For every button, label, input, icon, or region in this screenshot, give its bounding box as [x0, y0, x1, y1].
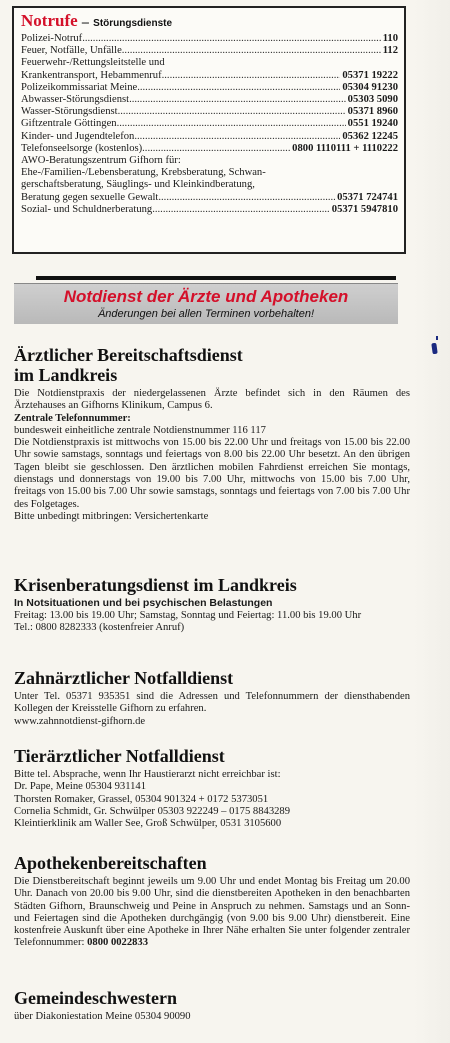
notruf-number: 05362 12245	[342, 130, 398, 142]
banner-shadow	[36, 276, 396, 280]
aerzte-hours-text: Die Notdienstpraxis ist mittwochs von 15.00 bis 22.00 Uhr und freitags von 15.00 bis 22.00 Uhr sowie samstags, sonntags und feiertags von 8.00 bis 22.00 Uhr besetzt. An den übrigen Tagen bleibt sie geschlossen. Den ärztlichen mobilen Fahrdienst erreichen Sie montags, dienstags und donnerstags von 19.00 bis 7.00 Uhr, mittwochs von 15.00 bis 7.00 Uhr, freitags von 15.00 bis 7.00 Uhr sowie samstags, sonntags und feiertags von 7.00 bis 7.00 Uhr des Folgetages.	[14, 437, 410, 510]
aerzte-phone-text: bundesweit einheitliche zentrale Notdienstnummer 116 117	[14, 424, 266, 436]
notruf-number: 05371 724741	[337, 191, 398, 203]
notruf-number: 05371 8960	[347, 106, 398, 118]
notruf-number: 0551 19240	[347, 118, 398, 130]
notruf-number: 05371 5947810	[331, 203, 398, 215]
notruf-label: Kinder- und Jugendtelefon	[21, 130, 135, 142]
krisen-phone: Tel.: 0800 8282333 (kostenfreier Anruf)	[14, 622, 185, 634]
notruf-row	[21, 106, 398, 118]
heading-zahn: Zahnärztlicher Notfalldienst	[14, 668, 234, 688]
notruf-label: Telefonseelsorge (kostenlos)	[21, 142, 143, 154]
leader-dots	[134, 131, 340, 143]
ink-mark-dot	[436, 336, 438, 340]
section-krisen	[14, 575, 410, 635]
section-gemeinde	[14, 988, 410, 1023]
krisen-hours: Freitag: 13.00 bis 19.00 Uhr; Samstag, Sonntag und Feiertag: 11.00 bis 19.00 Uhr	[14, 610, 362, 621]
notruf-number: 05304 91230	[342, 81, 398, 93]
page-edge	[414, 0, 450, 1043]
notruf-text-line: gerschaftsberatung, Säuglings- und Kleinkindberatung,	[21, 179, 255, 191]
section-aerzte	[14, 345, 410, 523]
title-dash: –	[81, 15, 89, 30]
aerzte-bring-text: Bitte unbedingt mitbringen: Versichertenkarte	[14, 510, 209, 522]
tier-line: Cornelia Schmidt, Gr. Schwülper 05303 922249 – 0175 8843289	[14, 805, 291, 817]
heading-aerzte-2: im Landkreis	[14, 365, 118, 385]
notruf-number: 112	[382, 45, 398, 57]
notruf-number: 110	[382, 33, 398, 44]
heading-apo: Apothekenbereitschaften	[14, 853, 207, 873]
apo-text-body: Die Dienstbereitschaft beginnt jeweils um 9.00 Uhr und endet Montag bis Freitag um 20.00 Uhr. Danach von 20.00 bis 9.00 Uhr, sind die dienstbereiten Apotheken in den benachbarten Städten Gifhorn, Braunschweig und Peine in Anspruch zu nehmen. Samstags und an Sonn- und Feiertagen sind die Apotheken durchgängig (von 9.00 bis 9.00 Uhr) dienstbereit. Eine kostenfreie Auskunft über eine Apotheke in Ihrer Nähe erhalten Sie unter folgender zentraler Telefonnummer:	[14, 876, 410, 949]
tier-line: Bitte tel. Absprache, wenn Ihr Haustierarzt nicht erreichbar ist:	[14, 769, 281, 780]
notruf-row	[21, 131, 398, 143]
tier-line: Kleintierklinik am Waller See, Groß Schwülper, 0531 3105600	[14, 818, 282, 830]
leader-dots	[152, 204, 330, 216]
leader-dots	[122, 45, 381, 57]
notruf-label: Sozial- und Schuldnerberatung	[21, 203, 153, 215]
notrufe-title	[21, 12, 398, 33]
aerzte-phone-label	[14, 413, 410, 425]
notrufe-title-text: Notrufe	[21, 11, 78, 30]
leader-dots	[82, 33, 380, 45]
notrufe-subtitle: Störungsdienste	[93, 18, 173, 29]
notrufe-list	[21, 33, 398, 216]
heading-gemeinde: Gemeindeschwestern	[14, 988, 177, 1008]
leader-dots	[118, 106, 346, 118]
tier-list	[14, 769, 410, 830]
leader-dots	[129, 94, 346, 106]
notdienst-banner	[14, 283, 398, 324]
leader-dots	[158, 192, 335, 204]
aerzte-text-location: Die Notdienstpraxis der niedergelassenen Ärzte befindet sich in den Räumen des Ärztehauses an Gifhorns Klinikum, Campus 6.	[14, 388, 410, 412]
tier-line: Thorsten Romaker, Grassel, 05304 901324 + 0172 5373051	[14, 793, 269, 805]
notruf-label: Polizeikommissariat Meine	[21, 81, 138, 93]
notruf-row	[21, 192, 398, 204]
notruf-label: Wasser-Störungsdienst	[21, 106, 118, 118]
notruf-number: 0800 1110111 + 1110222	[292, 142, 398, 154]
zahn-url: www.zahnnotdienst-gifhorn.de	[14, 715, 146, 727]
leader-dots	[137, 82, 340, 94]
krisen-lead: In Notsituationen und bei psychischen Belastungen	[14, 597, 273, 609]
zahn-text: Unter Tel. 05371 935351 sind die Adressen und Telefonnummern der diensthabenden Kollegen der Kreisstelle Gifhorn zu erfahren.	[14, 691, 410, 715]
notruf-label: Beratung gegen sexuelle Gewalt	[21, 191, 159, 203]
apo-text	[14, 876, 410, 950]
notruf-label: Abwasser-Störungsdienst	[21, 94, 130, 106]
notruf-number: 05371 19222	[342, 69, 398, 81]
heading-krisen: Krisenberatungsdienst im Landkreis	[14, 575, 297, 595]
tier-line: Dr. Pape, Meine 05304 931141	[14, 781, 147, 793]
leader-dots	[117, 118, 346, 130]
notruf-row	[21, 204, 398, 216]
notruf-number: 05303 5090	[347, 94, 398, 106]
notrufe-box	[12, 6, 406, 254]
gemeinde-text: über Diakoniestation Meine 05304 90090	[14, 1011, 191, 1022]
notruf-text-line: Ehe-/Familien-/Lebensberatung, Krebsberatung, Schwan-	[21, 167, 266, 179]
notruf-row	[21, 70, 398, 82]
section-apo	[14, 853, 410, 950]
leader-dots	[162, 70, 341, 82]
section-zahn	[14, 668, 410, 728]
notruf-row	[21, 45, 398, 57]
leader-dots	[142, 143, 290, 155]
notruf-label: Krankentransport, Hebammenruf	[21, 69, 162, 81]
banner-title: Notdienst der Ärzte und Apotheken	[63, 287, 349, 306]
apo-phone: 0800 0022833	[87, 937, 149, 949]
notruf-row	[21, 94, 398, 106]
notruf-label: Polizei-Notruf	[21, 33, 83, 44]
banner-subtitle: Änderungen bei allen Terminen vorbehalten!	[97, 308, 315, 320]
section-tier	[14, 746, 410, 830]
notruf-label: Giftzentrale Göttingen	[21, 118, 117, 130]
notruf-row	[21, 33, 398, 45]
notruf-row	[21, 118, 398, 130]
notruf-text-line: AWO-Beratungszentrum Gifhorn für:	[21, 155, 181, 167]
notruf-text-line: Feuerwehr-/Rettungsleitstelle und	[21, 57, 165, 69]
heading-tier: Tierärztlicher Notfalldienst	[14, 746, 225, 766]
notruf-row	[21, 143, 398, 155]
notruf-row	[21, 82, 398, 94]
notruf-label: Feuer, Notfälle, Unfälle	[21, 45, 122, 57]
heading-aerzte-1: Ärztlicher Bereitschaftsdienst	[14, 345, 243, 365]
aerzte-phone-label-text: Zentrale Telefonnummer:	[14, 412, 131, 424]
